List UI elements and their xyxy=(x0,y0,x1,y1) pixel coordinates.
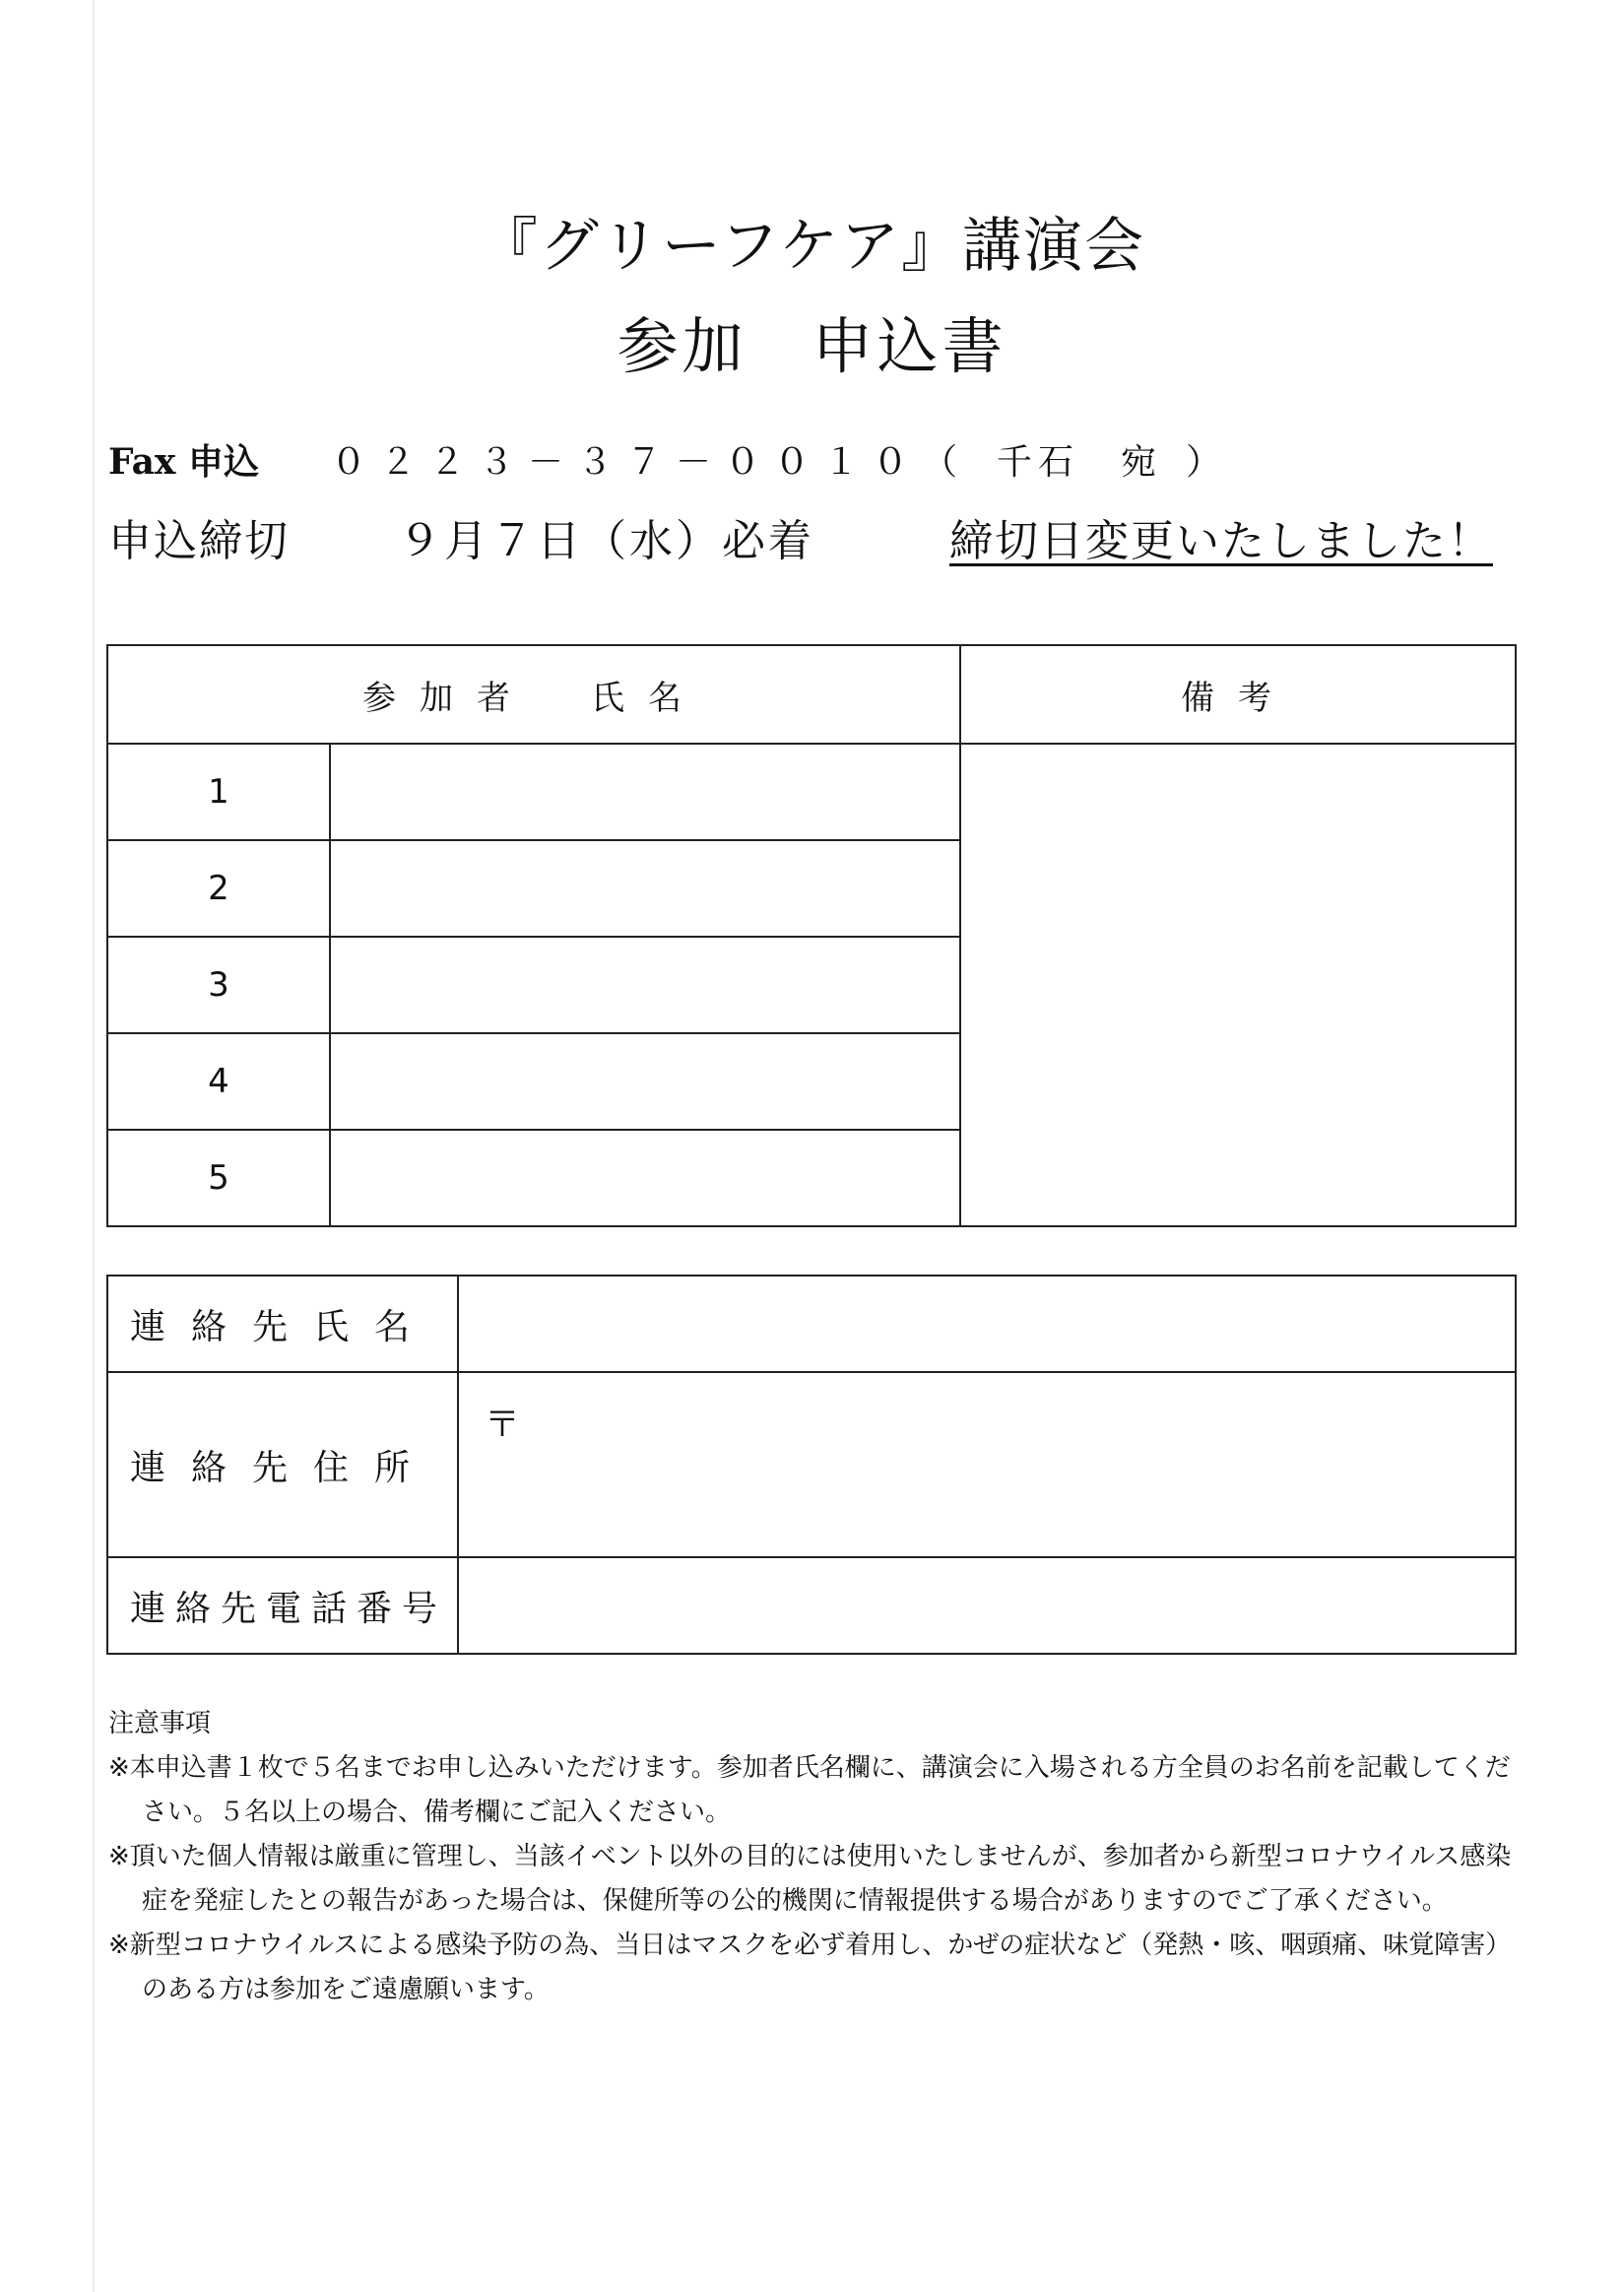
participants-header-row xyxy=(107,645,1516,744)
participants-name-header: 参加者 氏名 xyxy=(107,645,960,744)
notes-section xyxy=(108,1702,1527,2012)
deadline-label: 申込締切 xyxy=(108,516,290,566)
contact-table xyxy=(106,1275,1517,1655)
fax-label xyxy=(108,437,331,487)
document-subtitle: 参加 申込書 xyxy=(617,310,1007,382)
participant-name-field[interactable] xyxy=(330,1130,960,1226)
contact-name-label: 連絡先氏名 xyxy=(107,1276,458,1372)
participant-name-field[interactable] xyxy=(330,840,960,937)
participant-number: 4 xyxy=(107,1033,330,1130)
fax-number: ０２２３－３７－００１０（ xyxy=(331,442,972,483)
participants-table xyxy=(106,644,1517,1227)
participant-name-field[interactable] xyxy=(330,937,960,1033)
contact-phone-field[interactable] xyxy=(458,1557,1516,1654)
remarks-field[interactable] xyxy=(960,744,1516,1226)
contact-phone-label: 連絡先電話番号 xyxy=(107,1557,458,1654)
participant-number: 3 xyxy=(107,937,330,1033)
notes-heading: 注意事項 xyxy=(108,1709,212,1738)
participant-number: 1 xyxy=(107,744,330,840)
fax-label-latin: Fax xyxy=(108,441,176,483)
participants-remarks-header: 備考 xyxy=(960,645,1516,744)
participant-row xyxy=(107,744,1516,840)
contact-address-row xyxy=(107,1372,1516,1557)
fax-line xyxy=(108,437,1221,488)
participant-name-field[interactable] xyxy=(330,1033,960,1130)
fax-close-paren: ） xyxy=(1186,442,1222,483)
contact-phone-row xyxy=(107,1557,1516,1654)
contact-address-field[interactable] xyxy=(458,1372,1516,1557)
note-item: ※本申込書１枚で５名までお申し込みいただけます。参加者氏名欄に、講演会に入場される方全員のお名前を記載してください。５名以上の場合、備考欄にご記入ください。 xyxy=(108,1753,1511,1827)
document-title: 『グリーフケア』講演会 xyxy=(478,212,1146,281)
participant-name-field[interactable] xyxy=(330,744,960,840)
participant-number: 2 xyxy=(107,840,330,937)
contact-name-row xyxy=(107,1276,1516,1372)
note-item: ※新型コロナウイルスによる感染予防の為、当日はマスクを必ず着用し、かぜの症状など（発熱・咳、咽頭痛、味覚障害）のある方は参加をご遠慮願います。 xyxy=(108,1931,1512,2004)
deadline-date: ９月７日（水）必着 xyxy=(398,516,814,566)
note-item: ※頂いた個人情報は厳重に管理し、当該イベント以外の目的には使用いたしませんが、参加者から新型コロナウイルス感染症を発症したとの報告があった場合は、保健所等の公的機関に情報提供する場合がありますのでご了承ください。 xyxy=(108,1842,1512,1916)
fax-label-jp: 申込 xyxy=(187,441,259,483)
deadline-line xyxy=(108,514,1493,569)
contact-address-label: 連絡先住所 xyxy=(107,1372,458,1557)
participant-number: 5 xyxy=(107,1130,330,1226)
fax-addressee: 千石 宛 xyxy=(997,442,1163,483)
postal-mark-icon: 〒 xyxy=(485,1405,521,1445)
contact-name-field[interactable] xyxy=(458,1276,1516,1372)
deadline-change-notice: 締切日変更いたしました！ xyxy=(949,516,1493,566)
